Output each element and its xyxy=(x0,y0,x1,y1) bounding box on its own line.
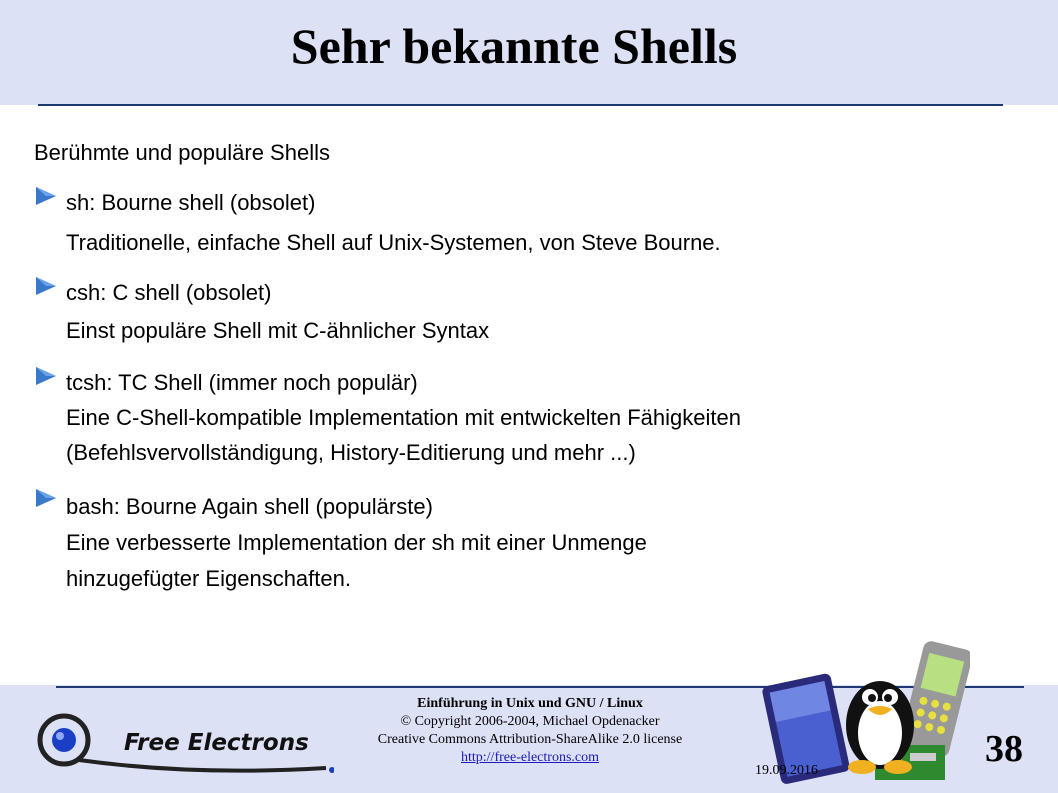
bullet-sh-line-2: Traditionelle, einfache Shell auf Unix-Systemen, von Steve Bourne. xyxy=(66,230,721,255)
copyright-text: © Copyright 2006-2004, Michael Opdenacker xyxy=(400,714,660,729)
bullet-tcsh-line-3: (Befehlsvervollständigung, History-Editierung und mehr ...) xyxy=(66,440,636,465)
course-title: Einführung in Unix und GNU / Linux xyxy=(417,696,643,711)
intro-text: Berühmte und populäre Shells xyxy=(34,140,330,165)
bullet-bash-line-3: hinzugefügter Eigenschaften. xyxy=(66,566,351,591)
bullet-tcsh-line-2: Eine C-Shell-kompatible Implementation mit entwickelten Fähigkeiten xyxy=(66,405,741,430)
bullet-arrow-icon xyxy=(34,488,58,508)
bullet-arrow-icon xyxy=(34,186,58,206)
bullet-tcsh-line-1: tcsh: TC Shell (immer noch populär) xyxy=(66,370,418,395)
page-number: 38 xyxy=(985,728,1023,770)
bullet-csh-line-1: csh: C shell (obsolet) xyxy=(66,280,272,305)
bullet-bash-line-2: Eine verbesserte Implementation der sh mit einer Unmenge xyxy=(66,530,647,555)
bullet-arrow-icon xyxy=(34,366,58,386)
bullet-sh-line-1: sh: Bourne shell (obsolet) xyxy=(66,190,316,215)
free-electrons-logo xyxy=(34,712,334,774)
footer-info xyxy=(330,695,730,767)
bullet-csh-line-2: Einst populäre Shell mit C-ähnlicher Syntax xyxy=(66,318,490,343)
bullet-bash-line-1: bash: Bourne Again shell (populärste) xyxy=(66,494,433,519)
website-link[interactable]: http://free-electrons.com xyxy=(461,750,599,765)
logo-text: Free Electrons xyxy=(124,730,309,756)
slide-title: Sehr bekannte Shells xyxy=(290,18,738,74)
bullet-arrow-icon xyxy=(34,276,58,296)
date-text: 19.09.2016 xyxy=(755,763,818,778)
license-text: Creative Commons Attribution-ShareAlike 2.0 license xyxy=(377,732,683,747)
